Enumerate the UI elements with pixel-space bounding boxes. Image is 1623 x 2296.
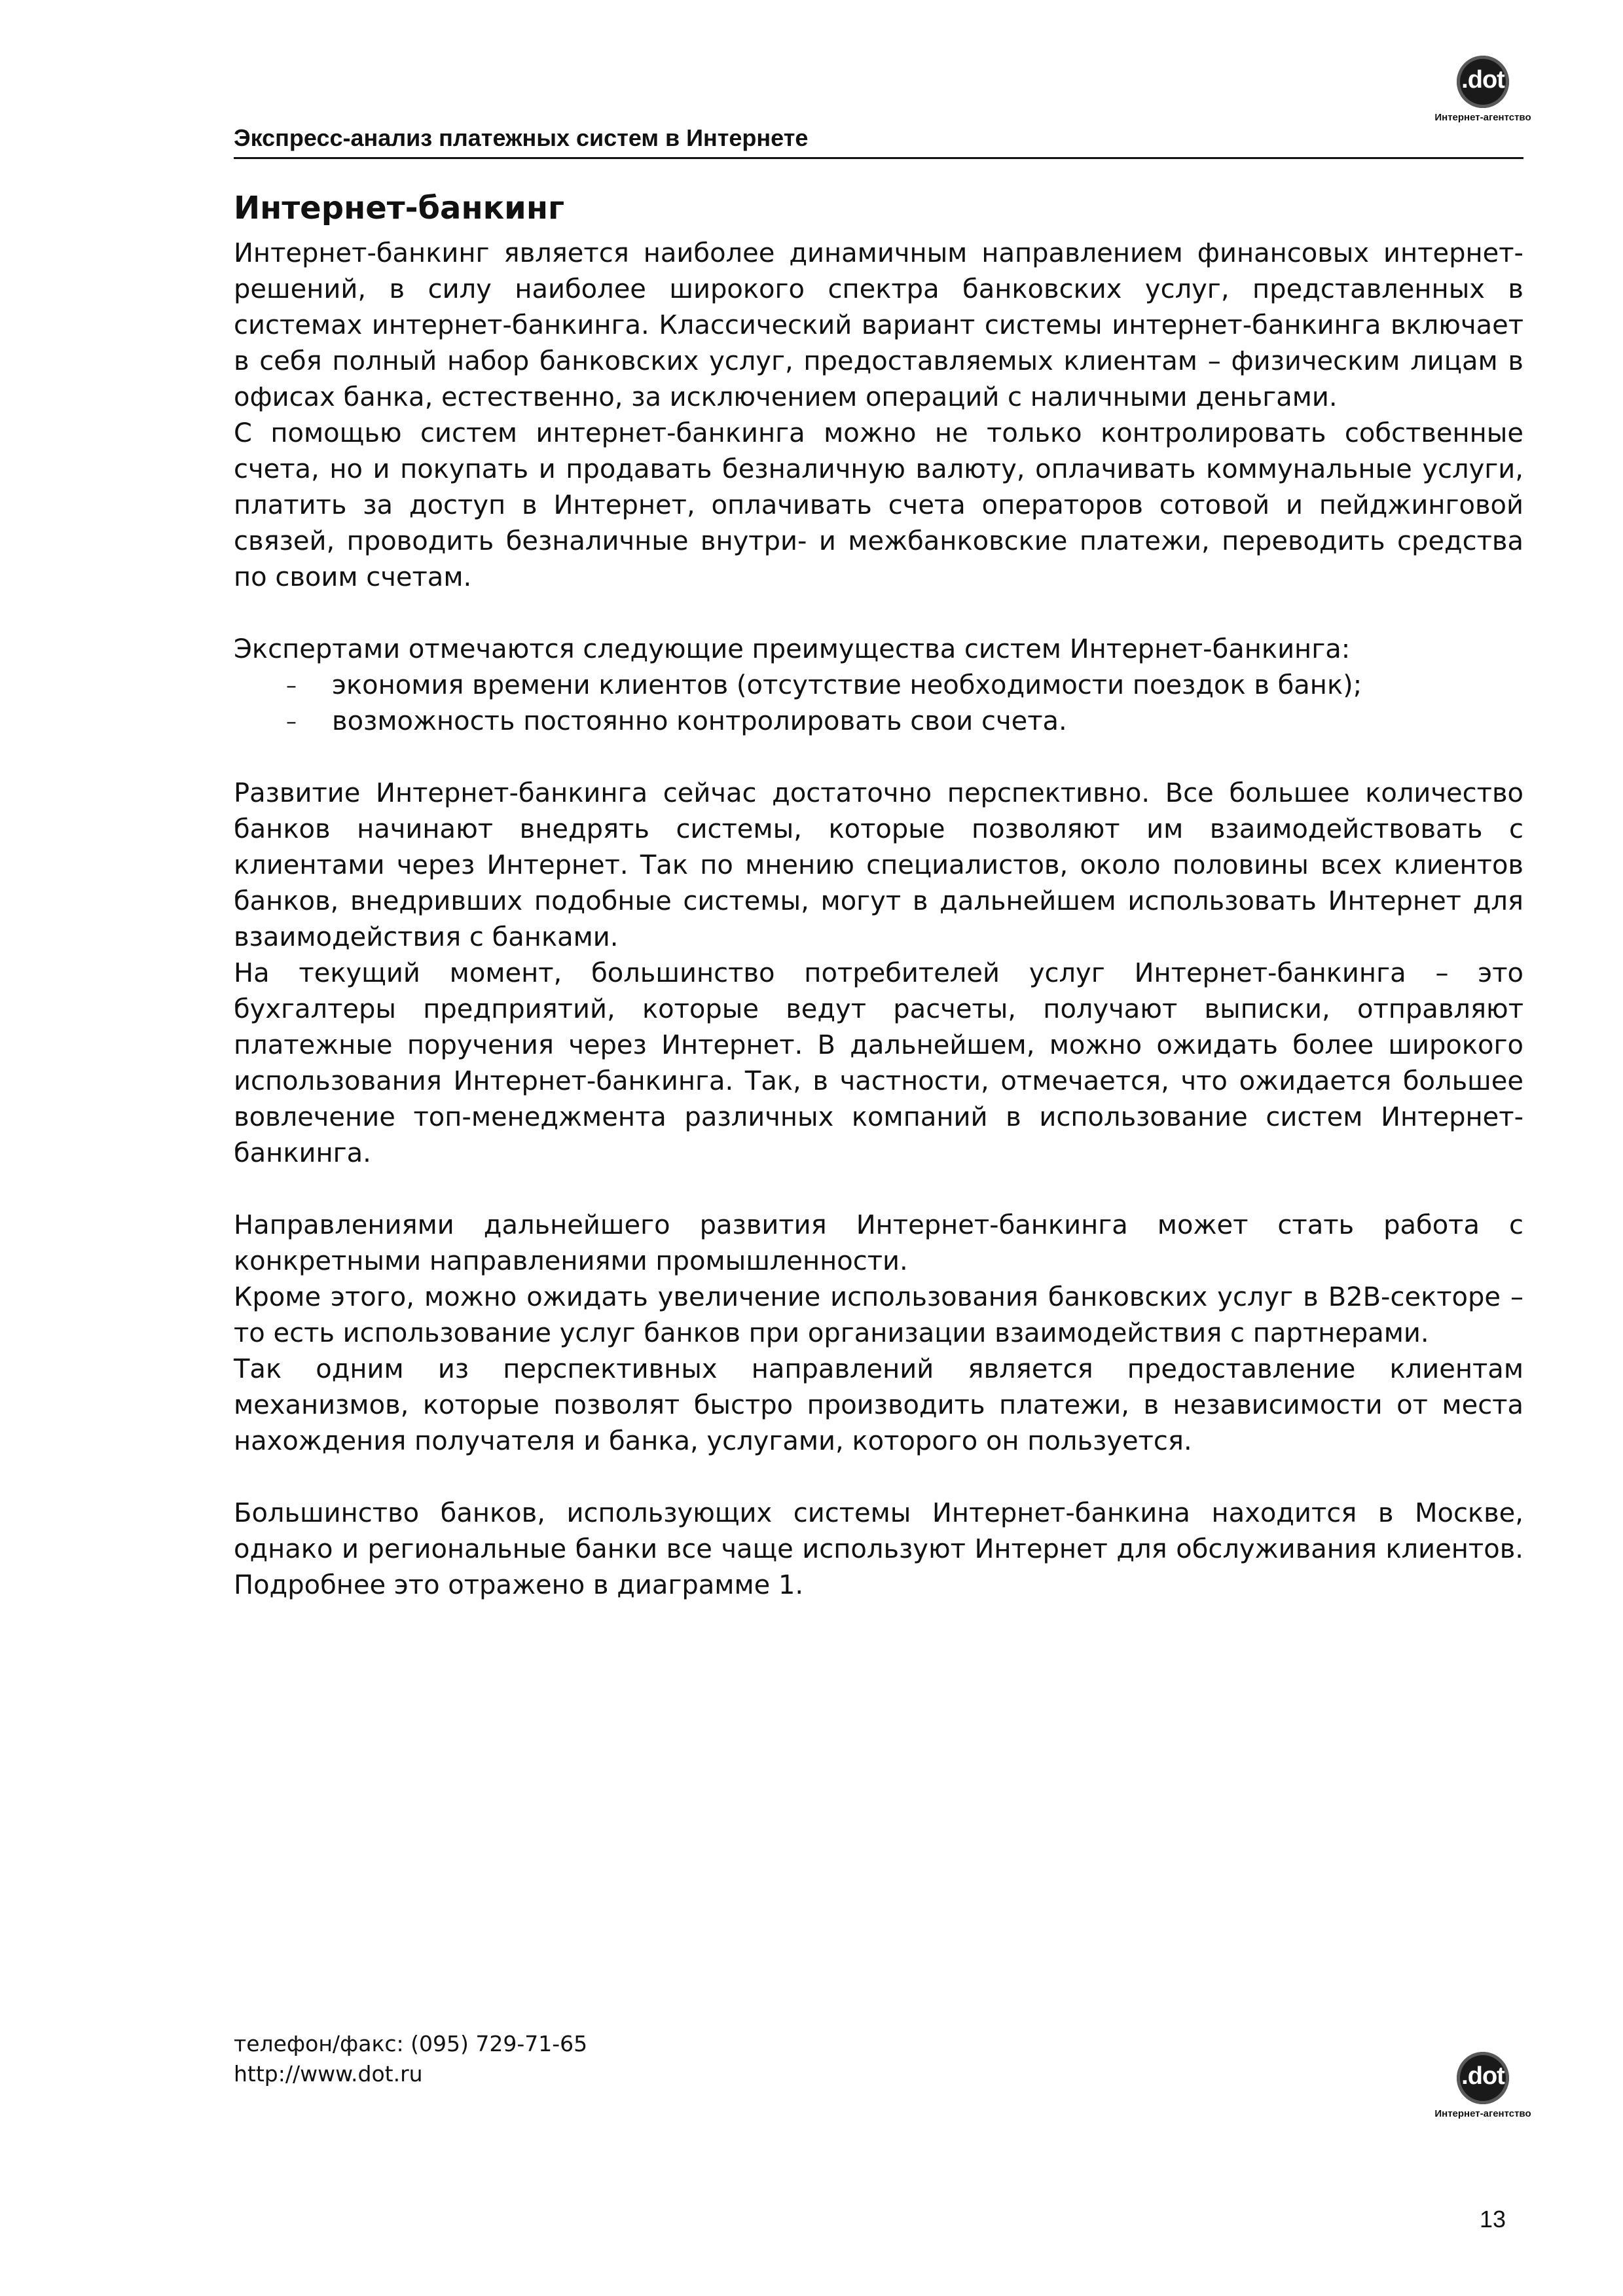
list-item: [234, 704, 1523, 740]
logo-caption: Интернет-агентство: [1434, 112, 1531, 123]
footer-url[interactable]: http://www.dot.ru: [234, 2061, 423, 2087]
document-body: [234, 236, 1523, 1604]
bullet-dash: –: [286, 673, 297, 698]
paragraph: Так одним из перспективных направлений является предоставление клиентам механизмов, которые позволят быстро производить платежи, в независимости от места нахождения получателя и банка, услугами, которого он пользуется.: [234, 1354, 1523, 1456]
logo-mark: [1457, 56, 1509, 108]
page-number: 13: [1480, 2206, 1506, 2233]
logo-text: .dot: [1461, 66, 1504, 94]
paragraph: На текущий момент, большинство потребителей услуг Интернет-банкинга – это бухгалтеры предприятий, которые ведут расчеты, получают выписки, отправляют платежные поручения через Интернет. В дальнейшем, можно ожидать более широкого использования Интернет-банкинга. Так, в частности, отмечается, что ожидается большее вовлечение топ-менеджмента различных компаний в использование систем Интернет-банкинга.: [234, 958, 1523, 1168]
logo-text: .dot: [1461, 2062, 1504, 2090]
logo-mark: [1457, 2052, 1509, 2104]
list-item: [234, 668, 1523, 704]
footer-phone: телефон/факс: (095) 729-71-65: [234, 2031, 588, 2056]
list-item-text: возможность постоянно контролировать свои счета.: [332, 706, 1067, 736]
paragraph-gap: [234, 1172, 1523, 1208]
paragraph-gap: [234, 1460, 1523, 1496]
bullet-dash: –: [286, 709, 297, 734]
agency-logo-footer: [1424, 2052, 1542, 2119]
paragraph: С помощью систем интернет-банкинга можно не только контролировать собственные счета, но и покупать и продавать безналичную валюту, оплачивать коммунальные услуги, платить за доступ в Интернет, оплачивать счета операторов сотовой и пейджинговой связей, проводить безналичные внутри- и межбанковские платежи, переводить средства по своим счетам.: [234, 418, 1523, 592]
paragraph: Кроме этого, можно ожидать увеличение использования банковских услуг в B2B-секторе – то есть использование услуг банков при организации взаимодействия с партнерами.: [234, 1282, 1523, 1348]
agency-logo: [1424, 56, 1542, 123]
advantages-list: [234, 668, 1523, 740]
paragraph: Интернет-банкинг является наиболее динамичным направлением финансовых интернет-решений, в силу наиболее широкого спектра банковских услуг, представленных в системах интернет-банкинга. Классический вариант системы интернет-банкинга включает в себя полный набор банковских услуг, предоставляемых клиентам – физическим лицам в офисах банка, естественно, за исключением операций с наличными деньгами.: [234, 238, 1523, 412]
paragraph: Большинство банков, использующих системы Интернет-банкина находится в Москве, однако и региональные банки все чаще используют Интернет для обслуживания клиентов. Подробнее это отражено в диаграмме 1.: [234, 1498, 1523, 1600]
section-title: Интернет-банкинг: [234, 190, 565, 226]
paragraph: Экспертами отмечаются следующие преимущества систем Интернет-банкинга:: [234, 634, 1351, 664]
document-header-title: Экспресс-анализ платежных систем в Интернете: [234, 124, 809, 151]
paragraph: Направлениями дальнейшего развития Интернет-банкинга может стать работа с конкретными направлениями промышленности.: [234, 1210, 1523, 1276]
footer-contact: [234, 2029, 587, 2089]
logo-caption: Интернет-агентство: [1434, 2108, 1531, 2119]
paragraph-gap: [234, 740, 1523, 776]
paragraph: Развитие Интернет-банкинга сейчас достаточно перспективно. Все большее количество банков начинают внедрять системы, которые позволяют им взаимодействовать с клиентами через Интернет. Так по мнению специалистов, около половины всех клиентов банков, внедривших подобные системы, могут в дальнейшем использовать Интернет для взаимодействия с банками.: [234, 778, 1523, 952]
list-item-text: экономия времени клиентов (отсутствие необходимости поездок в банк);: [332, 670, 1362, 700]
header-divider: [234, 157, 1523, 159]
paragraph-gap: [234, 596, 1523, 632]
